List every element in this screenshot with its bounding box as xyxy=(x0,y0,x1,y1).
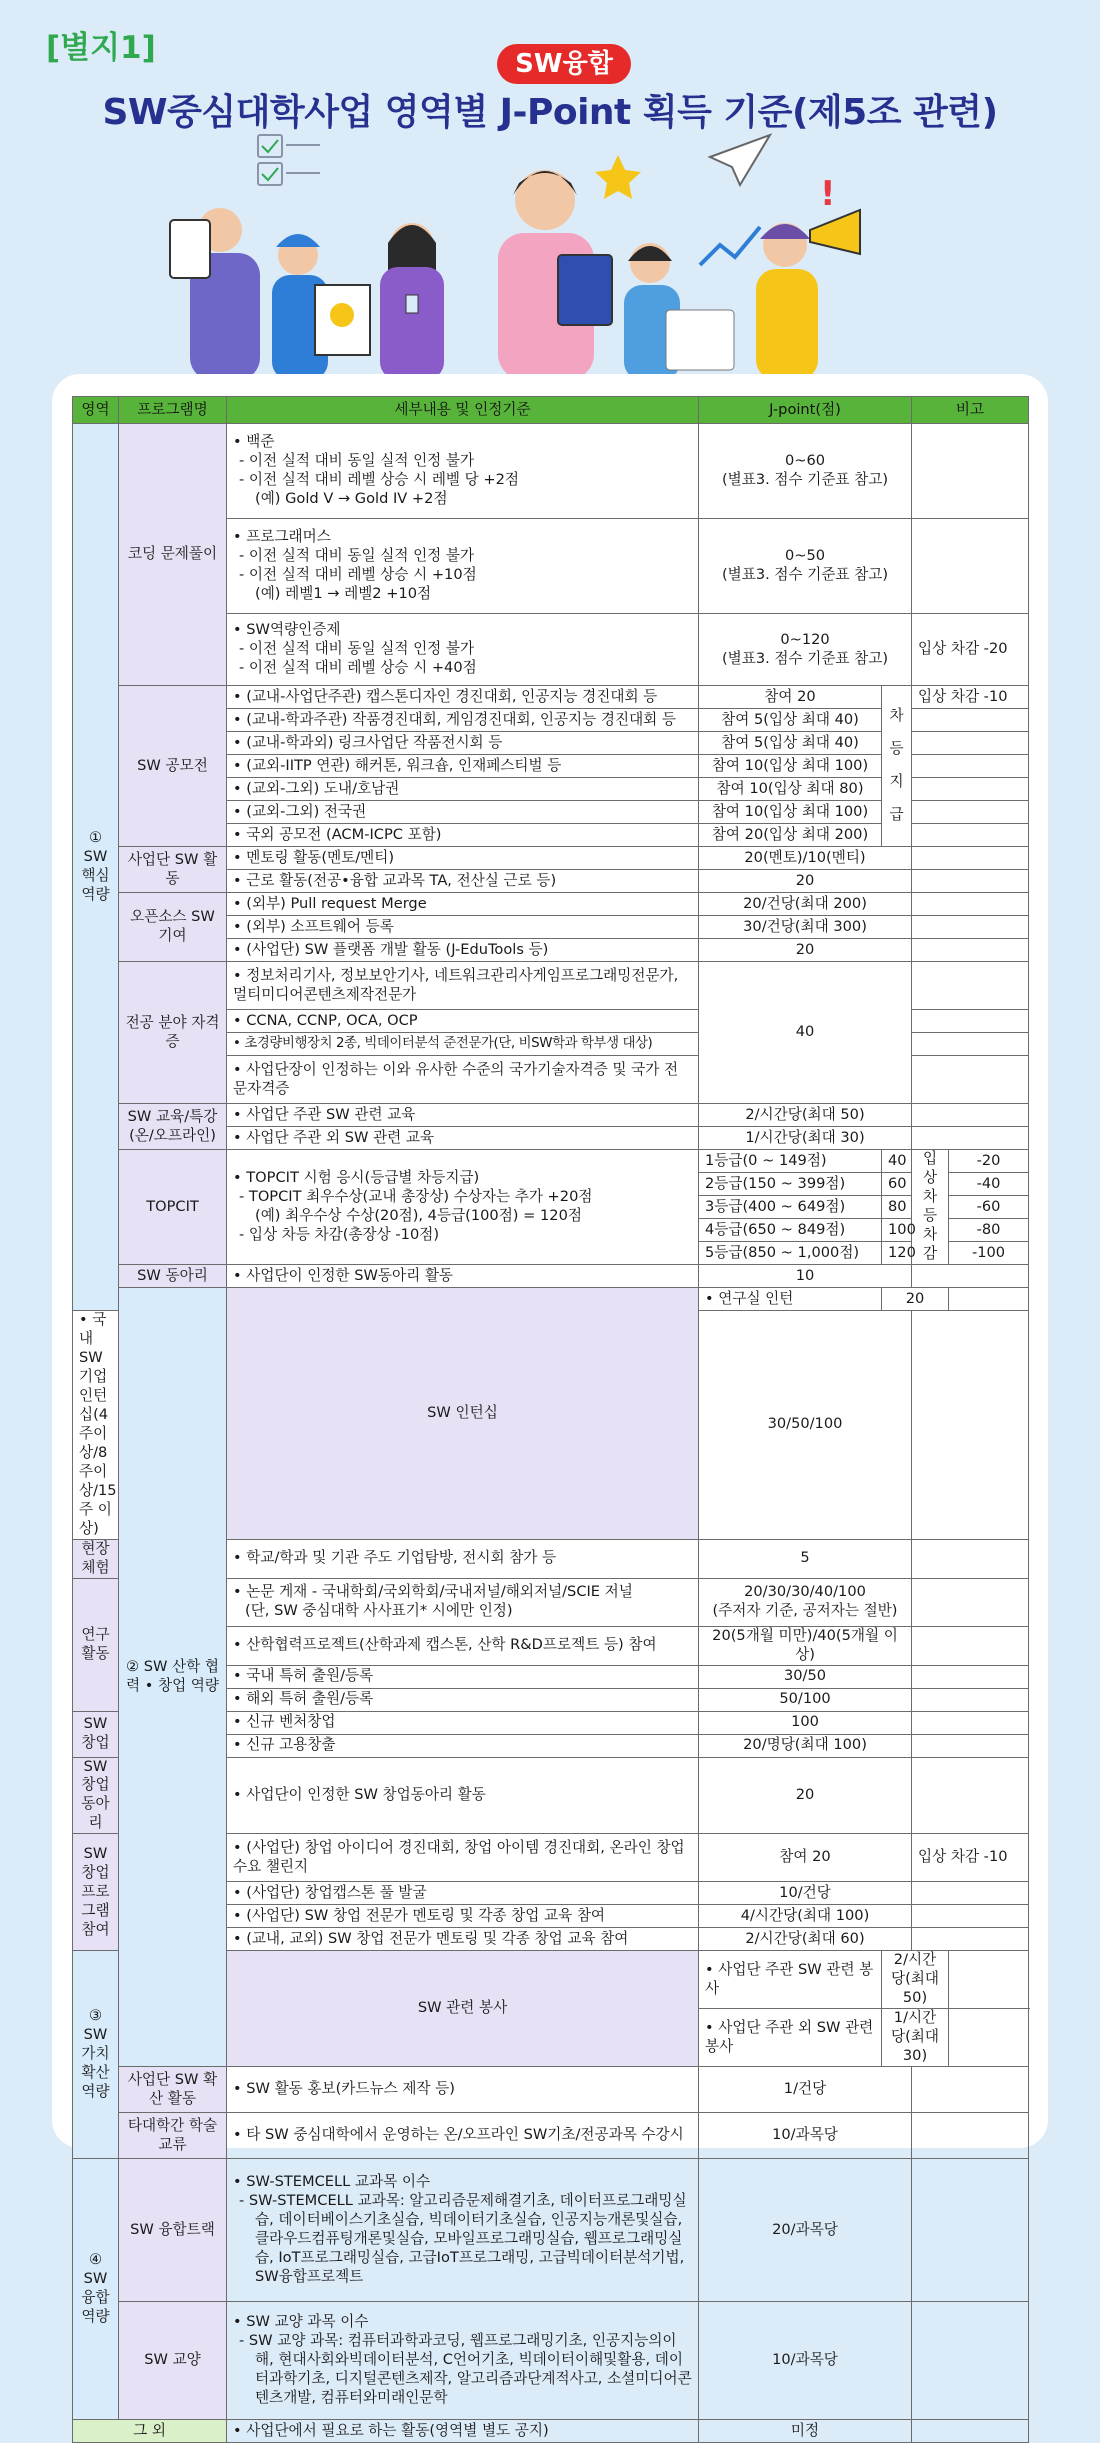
people-illustration xyxy=(180,135,920,380)
points-contest: 참여 10(입상 최대 100) xyxy=(699,801,882,824)
note-cell xyxy=(912,1711,1029,1734)
detail-research: • 국내 특허 출원/등록 xyxy=(227,1665,699,1688)
detail-other: • 사업단에서 필요로 하는 활동(영역별 별도 공지) xyxy=(227,2420,699,2443)
note-cell xyxy=(912,962,1029,1010)
jpoint-criteria-table xyxy=(72,396,1029,2443)
table-row xyxy=(73,893,1029,916)
person-4 xyxy=(498,170,612,380)
detail-agency: • 근로 활동(전공•융합 교과목 TA, 전산실 근로 등) xyxy=(227,870,699,893)
table-header-row xyxy=(73,397,1029,424)
points-exchange: 10/과목당 xyxy=(699,2113,912,2159)
note-cell xyxy=(912,1265,1029,1288)
detail-startup-program: • (사업단) 창업 아이디어 경진대회, 창업 아이템 경진대회, 온라인 창업 수요 챌린지 xyxy=(227,1834,699,1882)
points-internship: 20 xyxy=(882,1288,949,1311)
points-sw-cert: 0~120 (별표3. 점수 기준표 참고) xyxy=(699,614,912,686)
detail-exchange: • 타 SW 중심대학에서 운영하는 온/오프라인 SW기초/전공과목 수강시 xyxy=(227,2113,699,2159)
detail-license: • 초경량비행장치 2종, 빅데이터분석 준전문가(단, 비SW학과 학부생 대상) xyxy=(227,1033,699,1056)
points-contest: 참여 20(입상 최대 200) xyxy=(699,824,882,847)
table-row xyxy=(73,686,1029,709)
table-row xyxy=(73,1104,1029,1127)
topcit-grade: 2등급(150 ~ 399점) xyxy=(699,1173,882,1196)
topcit-deduction: -60 xyxy=(949,1196,1029,1219)
detail-contest: • 국외 공모전 (ACM-ICPC 포함) xyxy=(227,824,699,847)
program-startup-club: SW 창업동아리 xyxy=(73,1757,119,1834)
note-cell xyxy=(912,2420,1029,2443)
note-cell xyxy=(912,778,1029,801)
note-cell xyxy=(912,1578,1029,1626)
points-opensource: 20 xyxy=(699,939,912,962)
note-cell xyxy=(912,1665,1029,1688)
detail-spread: • SW 활동 홍보(카드뉴스 제작 등) xyxy=(227,2067,699,2113)
annex-label: [별지1] xyxy=(46,30,156,66)
table-row xyxy=(73,1265,1029,1288)
table-row xyxy=(73,2113,1029,2159)
points-contest: 참여 5(입상 최대 40) xyxy=(699,709,882,732)
points-agency: 20(멘토)/10(멘티) xyxy=(699,847,912,870)
topcit-grade-points: 60 xyxy=(882,1173,912,1196)
note-cell xyxy=(912,2113,1029,2159)
detail-startup: • 신규 고용창출 xyxy=(227,1734,699,1757)
detail-research: • 해외 특허 출원/등록 xyxy=(227,1688,699,1711)
note-cell xyxy=(912,2067,1029,2113)
detail-sw-cert: • SW역량인증제 - 이전 실적 대비 동일 실적 인정 불가 - 이전 실적 대비 레벨 상승 시 +40점 xyxy=(227,614,699,686)
program-coding: 코딩 문제풀이 xyxy=(119,424,227,686)
note-sw-cert: 입상 차감 -20 xyxy=(912,614,1029,686)
detail-education: • 사업단 주관 외 SW 관련 교육 xyxy=(227,1127,699,1150)
program-liberal-arts: SW 교양 xyxy=(119,2302,227,2420)
points-spread: 1/건당 xyxy=(699,2067,912,2113)
program-opensource: 오픈소스 SW 기여 xyxy=(119,893,227,962)
col-header-detail: 세부내용 및 인정기준 xyxy=(227,397,699,424)
points-convergence-track: 20/과목당 xyxy=(699,2159,912,2302)
topcit-grade: 3등급(400 ~ 649점) xyxy=(699,1196,882,1219)
detail-paper: • 논문 게재 - 국내학회/국외학회/국내저널/해외저널/SCIE 저널 (단, SW 중심대학 사사표기* 시에만 인정) xyxy=(227,1578,699,1626)
note-cell xyxy=(912,732,1029,755)
note-cell xyxy=(912,755,1029,778)
note-cell xyxy=(912,939,1029,962)
note-cell xyxy=(912,1626,1029,1665)
area-value-spread: ③ SW 가치 확산 역량 xyxy=(73,1951,119,2159)
note-cell xyxy=(912,1127,1029,1150)
detail-license: • CCNA, CCNP, OCA, OCP xyxy=(227,1010,699,1033)
program-topcit: TOPCIT xyxy=(119,1150,227,1265)
detail-startup-program: • (사업단) 창업캡스톤 풀 발굴 xyxy=(227,1882,699,1905)
col-header-area: 영역 xyxy=(73,397,119,424)
table-row xyxy=(73,2067,1029,2113)
detail-startup-club: • 사업단이 인정한 SW 창업동아리 활동 xyxy=(227,1757,699,1834)
topcit-deduction: -40 xyxy=(949,1173,1029,1196)
program-startup: SW 창업 xyxy=(73,1711,119,1757)
note-cell xyxy=(912,709,1029,732)
note-cell xyxy=(912,1010,1029,1033)
program-volunteer: SW 관련 봉사 xyxy=(227,1951,699,2067)
program-license: 전공 분야 자격증 xyxy=(119,962,227,1104)
program-agency-activity: 사업단 SW 활동 xyxy=(119,847,227,893)
note-cell xyxy=(912,801,1029,824)
detail-education: • 사업단 주관 SW 관련 교육 xyxy=(227,1104,699,1127)
trend-arrow-icon xyxy=(700,227,760,265)
program-convergence-track: SW 융합트랙 xyxy=(119,2159,227,2302)
points-paper: 20/30/30/40/100 (주저자 기준, 공저자는 절반) xyxy=(699,1578,912,1626)
points-startup-program: 2/시간당(최대 60) xyxy=(699,1928,912,1951)
col-header-note: 비고 xyxy=(912,397,1029,424)
table-row xyxy=(73,962,1029,1010)
detail-startup-program: • (사업단) SW 창업 전문가 멘토링 및 각종 창업 교육 참여 xyxy=(227,1905,699,1928)
points-startup: 100 xyxy=(699,1711,912,1734)
note-cell xyxy=(912,1928,1029,1951)
note-cell xyxy=(912,1033,1029,1056)
points-liberal-arts: 10/과목당 xyxy=(699,2302,912,2420)
points-volunteer: 2/시간당(최대 50) xyxy=(882,1951,949,2009)
program-contest: SW 공모전 xyxy=(119,686,227,847)
area-industry-startup: ② SW 산학 협력 • 창업 역량 xyxy=(119,1288,227,2067)
points-programmers: 0~50 (별표3. 점수 기준표 참고) xyxy=(699,519,912,614)
note-startup-program: 입상 차감 -10 xyxy=(912,1834,1029,1882)
points-startup: 20/명당(최대 100) xyxy=(699,1734,912,1757)
table-row xyxy=(73,1288,1029,1311)
detail-research: • 산학협력프로젝트(산학과제 캡스톤, 산학 R&D프로젝트 등) 참여 xyxy=(227,1626,699,1665)
note-cell xyxy=(912,1056,1029,1104)
points-agency: 20 xyxy=(699,870,912,893)
topcit-side-label: 입 상 차 등 차 감 xyxy=(912,1150,949,1265)
table-row xyxy=(73,1150,1029,1173)
note-cell xyxy=(949,1288,1029,1311)
detail-liberal-arts: • SW 교양 과목 이수 - SW 교양 과목: 컴퓨터과학과코딩, 웹프로그래밍기초, 인공지능의이해, 현대사회와빅데이터분석, C언어기초, 빅데이터이해및활용, 데이터과학기초, 디지털콘텐츠제작, 알고리즘과단계적사고, 소셜미디어콘텐츠개발, 컴퓨터와미래인문학 xyxy=(227,2302,699,2420)
detail-contest: • (교내-학과주관) 작품경진대회, 게임경진대회, 인공지능 경진대회 등 xyxy=(227,709,699,732)
note-cell xyxy=(912,916,1029,939)
detail-baekjoon: • 백준 - 이전 실적 대비 동일 실적 인정 불가 - 이전 실적 대비 레벨 상승 시 레벨 당 +2점 (예) Gold V → Gold IV +2점 xyxy=(227,424,699,519)
topcit-grade-points: 100 xyxy=(882,1219,912,1242)
points-club: 10 xyxy=(699,1265,912,1288)
detail-contest: • (교외-그외) 도내/호남권 xyxy=(227,778,699,801)
detail-convergence-track: • SW-STEMCELL 교과목 이수 - SW-STEMCELL 교과목: 알고리즘문제해결기초, 데이터프로그래밍실습, 데이터베이스기초실습, 빅데이터기초실습, 인공지능개론및실습, 클라우드컴퓨팅개론및실습, 모바일프로그래밍실습, 웹프로그래밍실습, IoT프로그래밍실습, 고급IoT프로그래밍, 고급빅데이터분석기법, SW융합프로젝트 xyxy=(227,2159,699,2302)
contest-side-label: 차 등 지 급 xyxy=(882,686,912,847)
points-education: 2/시간당(최대 50) xyxy=(699,1104,912,1127)
star-icon xyxy=(595,155,641,199)
points-research: 50/100 xyxy=(699,1688,912,1711)
paper-plane-icon xyxy=(710,135,770,185)
person-2 xyxy=(272,234,370,380)
detail-opensource: • (외부) Pull request Merge xyxy=(227,893,699,916)
person-6 xyxy=(756,210,860,380)
points-research: 20(5개월 미만)/40(5개월 이상) xyxy=(699,1626,912,1665)
table-row xyxy=(73,2420,1029,2443)
note-cell xyxy=(949,1951,1029,2009)
program-spread: 사업단 SW 확산 활동 xyxy=(119,2067,227,2113)
person-3 xyxy=(380,223,444,380)
note-cell xyxy=(912,847,1029,870)
table-row xyxy=(73,424,1029,519)
program-education: SW 교육/특강 (온/오프라인) xyxy=(119,1104,227,1150)
note-cell xyxy=(912,870,1029,893)
detail-club: • 사업단이 인정한 SW동아리 활동 xyxy=(227,1265,699,1288)
points-opensource: 20/건당(최대 200) xyxy=(699,893,912,916)
points-license: 40 xyxy=(699,962,912,1104)
points-other: 미정 xyxy=(699,2420,912,2443)
points-contest: 참여 10(입상 최대 100) xyxy=(699,755,882,778)
col-header-program: 프로그램명 xyxy=(119,397,227,424)
exclamation-icon: ! xyxy=(820,174,836,214)
detail-opensource: • (외부) 소프트웨어 등록 xyxy=(227,916,699,939)
note-cell xyxy=(912,1311,1029,1540)
table-row xyxy=(73,2159,1029,2302)
points-baekjoon: 0~60 (별표3. 점수 기준표 참고) xyxy=(699,424,912,519)
program-startup-program: SW 창업프로그램 참여 xyxy=(73,1834,119,1951)
note-cell xyxy=(912,2159,1029,2302)
detail-license: • 사업단장이 인정하는 이와 유사한 수준의 국가기술자격증 및 국가 전문자격증 xyxy=(227,1056,699,1104)
detail-programmers: • 프로그래머스 - 이전 실적 대비 동일 실적 인정 불가 - 이전 실적 대비 레벨 상승 시 +10점 (예) 레벨1 → 레벨2 +10점 xyxy=(227,519,699,614)
note-cell xyxy=(912,1882,1029,1905)
detail-license: • 정보처리기사, 정보보안기사, 네트워크관리사게임프로그래밍전문가, 멀티미디어콘텐츠제작전문가 xyxy=(227,962,699,1010)
points-volunteer: 1/시간당(최대 30) xyxy=(882,2009,949,2067)
points-contest: 참여 20 xyxy=(699,686,882,709)
detail-agency: • 멘토링 활동(멘토/멘티) xyxy=(227,847,699,870)
note-cell xyxy=(912,1734,1029,1757)
note-cell xyxy=(912,1688,1029,1711)
points-contest: 참여 5(입상 최대 40) xyxy=(699,732,882,755)
note-cell xyxy=(949,2009,1029,2067)
points-startup-program: 10/건당 xyxy=(699,1882,912,1905)
detail-field-experience: • 학교/학과 및 기관 주도 기업탐방, 전시회 참가 등 xyxy=(227,1539,699,1578)
detail-startup: • 신규 벤처창업 xyxy=(227,1711,699,1734)
points-research: 30/50 xyxy=(699,1665,912,1688)
checklist-icon xyxy=(258,135,320,185)
program-club: SW 동아리 xyxy=(119,1265,227,1288)
program-exchange: 타대학간 학술 교류 xyxy=(119,2113,227,2159)
detail-topcit: • TOPCIT 시험 응시(등급별 차등지급) - TOPCIT 최우수상(교내 총장상) 수상자는 추가 +20점 (예) 최우수상 수상(20점), 4등급(100점) = 120점 - 입상 차등 차감(총장상 -10점) xyxy=(227,1150,699,1265)
topcit-grade: 4등급(650 ~ 849점) xyxy=(699,1219,882,1242)
note-contest: 입상 차감 -10 xyxy=(912,686,1029,709)
topcit-grade: 1등급(0 ~ 149점) xyxy=(699,1150,882,1173)
table-row xyxy=(73,2302,1029,2420)
sw-convergence-badge: SW융합 xyxy=(497,44,631,84)
topcit-deduction: -100 xyxy=(949,1242,1029,1265)
topcit-deduction: -20 xyxy=(949,1150,1029,1173)
topcit-grade-points: 120 xyxy=(882,1242,912,1265)
detail-internship: • 연구실 인턴 xyxy=(699,1288,882,1311)
col-header-jpoint: J-point(점) xyxy=(699,397,912,424)
points-startup-club: 20 xyxy=(699,1757,912,1834)
topcit-deduction: -80 xyxy=(949,1219,1029,1242)
detail-internship: • 국내 SW기업 인턴십(4주이상/8주이상/15주 이상) xyxy=(73,1311,119,1540)
note-cell xyxy=(912,893,1029,916)
points-education: 1/시간당(최대 30) xyxy=(699,1127,912,1150)
points-startup-program: 참여 20 xyxy=(699,1834,912,1882)
points-opensource: 30/건당(최대 300) xyxy=(699,916,912,939)
note-cell xyxy=(912,1539,1029,1578)
program-research: 연구활동 xyxy=(73,1578,119,1711)
table-row xyxy=(73,847,1029,870)
detail-opensource: • (사업단) SW 플랫폼 개발 활동 (J-EduTools 등) xyxy=(227,939,699,962)
detail-contest: • (교외-IITP 연관) 해커톤, 워크숍, 인재페스티벌 등 xyxy=(227,755,699,778)
points-startup-program: 4/시간당(최대 100) xyxy=(699,1905,912,1928)
person-5 xyxy=(624,243,734,380)
area-sw-core: ① SW 핵심 역량 xyxy=(73,424,119,1311)
detail-contest: • (교내-학과외) 링크사업단 작품전시회 등 xyxy=(227,732,699,755)
points-internship: 30/50/100 xyxy=(699,1311,912,1540)
detail-contest: • (교내-사업단주관) 캡스톤디자인 경진대회, 인공지능 경진대회 등 xyxy=(227,686,699,709)
detail-contest: • (교외-그외) 전국권 xyxy=(227,801,699,824)
page-title: SW중심대학사업 영역별 J-Point 획득 기준(제5조 관련) xyxy=(102,92,998,133)
program-internship: SW 인턴십 xyxy=(227,1288,699,1540)
note-cell xyxy=(912,1104,1029,1127)
note-cell xyxy=(912,1905,1029,1928)
points-contest: 참여 10(입상 최대 80) xyxy=(699,778,882,801)
detail-volunteer: • 사업단 주관 SW 관련 봉사 xyxy=(699,1951,882,2009)
note-cell xyxy=(912,824,1029,847)
note-cell xyxy=(912,1757,1029,1834)
topcit-grade: 5등급(850 ~ 1,000점) xyxy=(699,1242,882,1265)
person-1 xyxy=(170,208,260,380)
note-cell xyxy=(912,424,1029,519)
detail-volunteer: • 사업단 주관 외 SW 관련 봉사 xyxy=(699,2009,882,2067)
note-cell xyxy=(912,2302,1029,2420)
note-cell xyxy=(912,519,1029,614)
program-field-experience: 현장체험 xyxy=(73,1539,119,1578)
topcit-grade-points: 80 xyxy=(882,1196,912,1219)
points-field-experience: 5 xyxy=(699,1539,912,1578)
topcit-grade-points: 40 xyxy=(882,1150,912,1173)
area-convergence: ④ SW 융합 역량 xyxy=(73,2159,119,2420)
area-other: 그 외 xyxy=(73,2420,227,2443)
detail-startup-program: • (교내, 교외) SW 창업 전문가 멘토링 및 각종 창업 교육 참여 xyxy=(227,1928,699,1951)
